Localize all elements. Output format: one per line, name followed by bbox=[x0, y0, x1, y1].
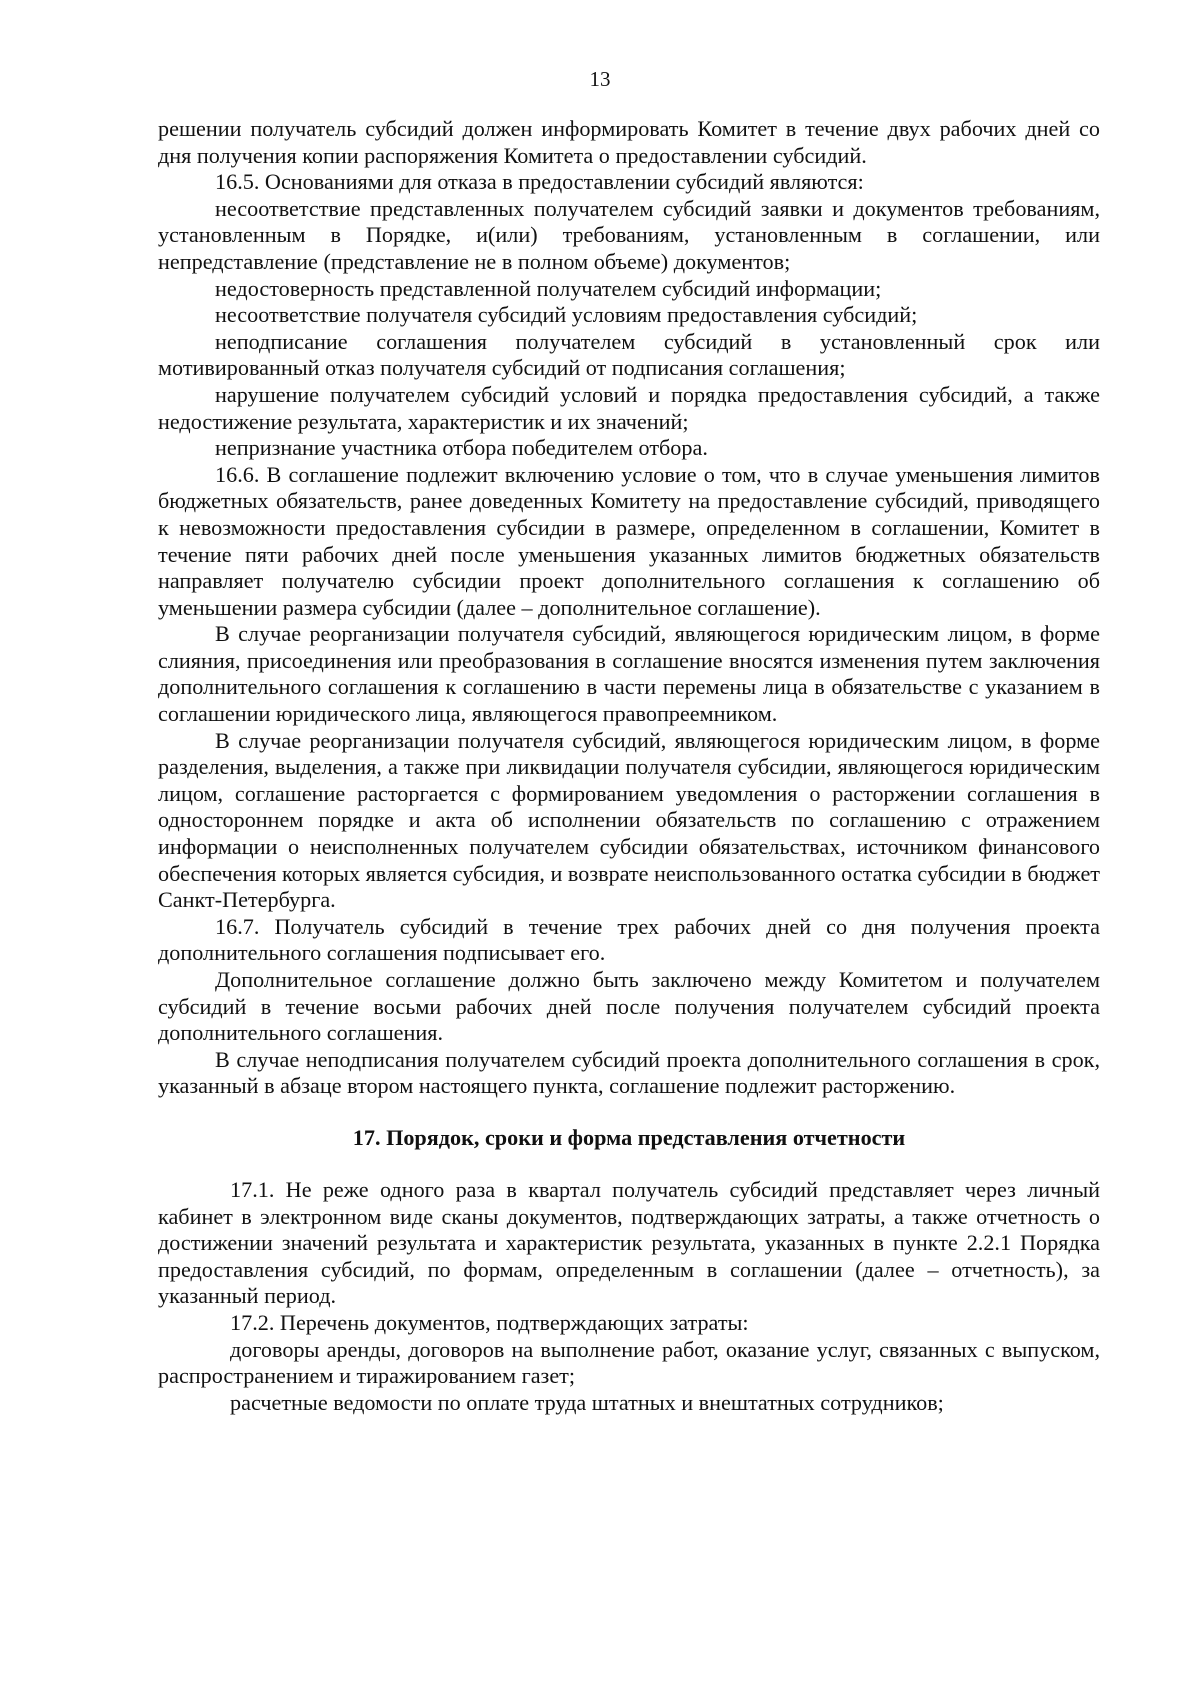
paragraph-reorganization-merger: В случае реорганизации получателя субсидий, являющегося юридическим лицом, в форме слияния, присоединения или преобразования в соглашение вносятся изменения путем заключения дополнительного соглашения к соглашению в части перемены лица в обязательстве с указанием в соглашении юридического лица, являющегося правопреемником. bbox=[158, 621, 1100, 727]
paragraph-additional-agreement: Дополнительное соглашение должно быть заключено между Комитетом и получателем субсидий в течение восьми рабочих дней после получения получателем субсидий проекта дополнительного соглашения. bbox=[158, 967, 1100, 1046]
paragraph-refusal-reason: несоответствие получателя субсидий условиям предоставления субсидий; bbox=[215, 302, 918, 328]
paragraph-16-7: 16.7. Получатель субсидий в течение трех рабочих дней со дня получения проекта дополнительного соглашения подписывает его. bbox=[158, 913, 1100, 966]
paragraph-17-2: 17.2. Перечень документов, подтверждающих затраты: bbox=[230, 1309, 749, 1335]
paragraph-document-item: договоры аренды, договоров на выполнение работ, оказание услуг, связанных с выпуском, распространением и тиражированием газет; bbox=[158, 1336, 1100, 1389]
paragraph-termination: В случае неподписания получателем субсидий проекта дополнительного соглашения в срок, указанный в абзаце втором настоящего пункта, соглашение подлежит расторжению. bbox=[158, 1046, 1100, 1099]
paragraph-refusal-reason: неподписание соглашения получателем субсидий в установленный срок или мотивированный отказ получателя субсидий от подписания соглашения; bbox=[158, 328, 1100, 381]
page-number: 13 bbox=[589, 67, 611, 91]
paragraph-refusal-reason: нарушение получателем субсидий условий и порядка предоставления субсидий, а также недостижение результата, характеристик и их значений; bbox=[158, 381, 1100, 434]
paragraph-refusal-reason: непризнание участника отбора победителем отбора. bbox=[215, 435, 708, 461]
paragraph-refusal-reason: недостоверность представленной получателем субсидий информации; bbox=[215, 275, 882, 301]
paragraph-16-6: 16.6. В соглашение подлежит включению условие о том, что в случае уменьшения лимитов бюджетных обязательств, ранее доведенных Комитету на предоставление субсидий, приводящего к невозможности предоставления субсидии в размере, определенном в соглашении, Комитет в течение пяти рабочих дней после уменьшения указанных лимитов бюджетных обязательств направляет получателю субсидии проект дополнительного соглашения к соглашению об уменьшении размера субсидии (далее – дополнительное соглашение). bbox=[158, 461, 1100, 620]
paragraph-continuation: решении получатель субсидий должен информировать Комитет в течение двух рабочих дней со дня получения копии распоряжения Комитета о предоставлении субсидий. bbox=[158, 116, 1100, 168]
paragraph-refusal-reason: несоответствие представленных получателем субсидий заявки и документов требованиям, установленным в Порядке, и(или) требованиям, установленным в соглашении, или непредставление (представление не в полном объеме) документов; bbox=[158, 195, 1100, 274]
paragraph-document-item: расчетные ведомости по оплате труда штатных и внештатных сотрудников; bbox=[230, 1389, 944, 1415]
document-body bbox=[158, 116, 1100, 1416]
section-heading-17: 17. Порядок, сроки и форма представления отчетности bbox=[352, 1124, 906, 1150]
paragraph-17-1: 17.1. Не реже одного раза в квартал получатель субсидий представляет через личный кабинет в электронном виде сканы документов, подтверждающих затраты, а также отчетность о достижении значений результата и характеристик результата, указанных в пункте 2.2.1 Порядка предоставления субсидий, по формам, определенным в соглашении (далее – отчетность), за указанный период. bbox=[158, 1176, 1100, 1309]
paragraph-16-5: 16.5. Основаниями для отказа в предоставлении субсидий являются: bbox=[215, 169, 864, 195]
paragraph-reorganization-division: В случае реорганизации получателя субсидий, являющегося юридическим лицом, в форме разделения, выделения, а также при ликвидации получателя субсидии, являющегося юридическим лицом, соглашение расторгается с формированием уведомления о расторжении соглашения в одностороннем порядке и акта об исполнении обязательств по соглашению с отражением информации о неисполненных получателем субсидии обязательствах, источником финансового обеспечения которых является субсидия, и возврате неиспользованного остатка субсидии в бюджет Санкт-Петербурга. bbox=[158, 727, 1101, 913]
